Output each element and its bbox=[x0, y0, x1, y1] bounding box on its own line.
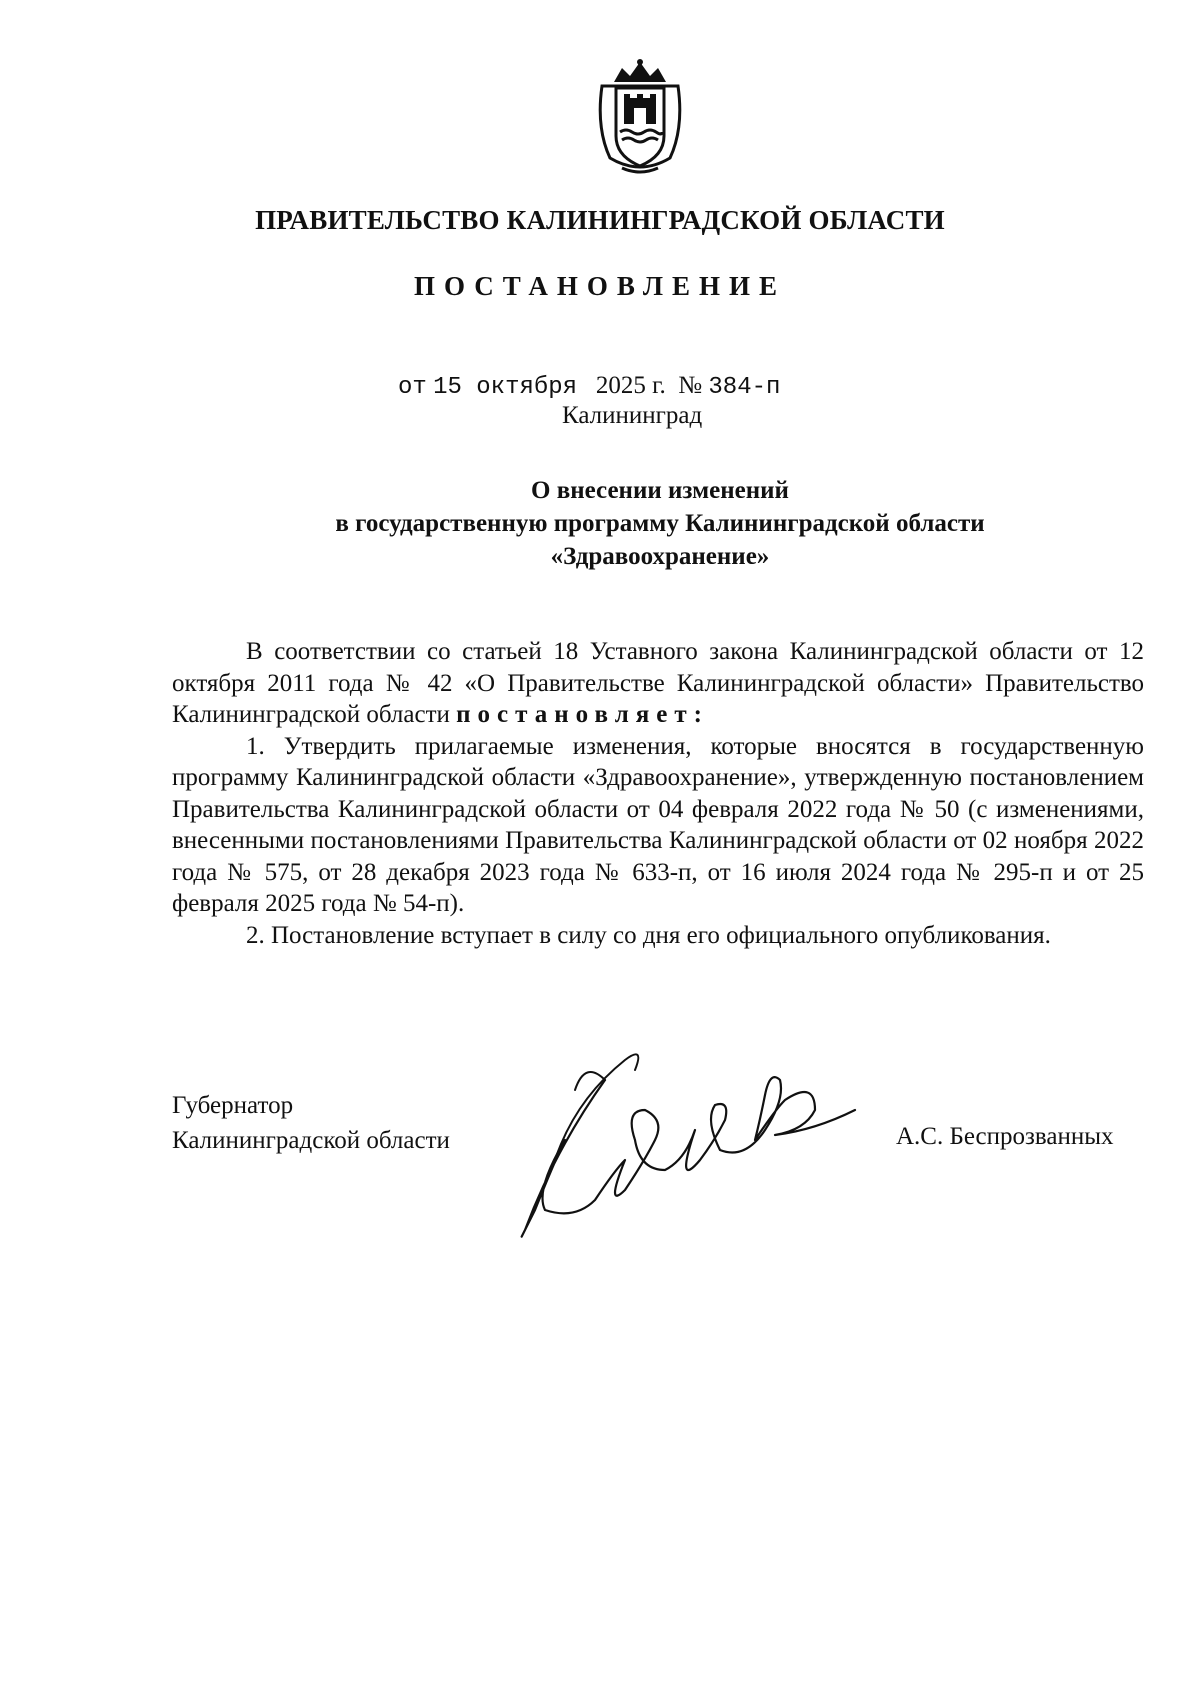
title-line-3: «Здравоохранение» bbox=[550, 543, 770, 570]
handwritten-signature bbox=[515, 1040, 875, 1250]
number-sign: № bbox=[678, 372, 703, 399]
date-year: 2025 г. bbox=[595, 372, 666, 399]
item-2-paragraph: 2. Постановление вступает в силу со дня его официального опубликования. bbox=[246, 921, 1051, 949]
signatory-position bbox=[172, 1088, 450, 1158]
date-day-month: 15 октября bbox=[433, 374, 578, 401]
coat-of-arms-icon bbox=[592, 58, 688, 178]
preamble-text: В соответствии со статьей 18 Уставного закона Калининградской области от 12 октября 2011 года № 42 «О Правительстве Калининградской области» Правительство Калининградской области bbox=[172, 638, 1144, 728]
date-number-line bbox=[398, 372, 780, 401]
title-line-1: О внесении изменений bbox=[531, 477, 789, 504]
document-number: 384-п bbox=[708, 374, 781, 401]
document-type: ПОСТАНОВЛЕНИЕ bbox=[413, 271, 787, 301]
position-line-2: Калининградской области bbox=[172, 1127, 450, 1154]
document-body bbox=[172, 636, 1144, 951]
date-prefix: от bbox=[398, 374, 427, 401]
position-line-1: Губернатор bbox=[172, 1092, 294, 1119]
resolves-word: постановляет: bbox=[456, 701, 709, 728]
preamble-paragraph bbox=[172, 636, 1144, 731]
document-title bbox=[260, 474, 1060, 573]
signatory-name: А.С. Беспрозванных bbox=[896, 1123, 1114, 1150]
organization-name: ПРАВИТЕЛЬСТВО КАЛИНИНГРАДСКОЙ ОБЛАСТИ bbox=[255, 205, 945, 235]
title-line-2: в государственную программу Калининградской области bbox=[335, 510, 985, 537]
item-1-paragraph: 1. Утвердить прилагаемые изменения, которые вносятся в государственную программу Калининградской области «Здравоохранение», утвержденную постановлением Правительства Калининградской области от 04 февраля 2022 года № 50 (с изменениями, внесенными постановлениями Правительства Калининградской области от 02 ноября 2022 года № 575, от 28 декабря 2023 года № 633-п, от 16 июля 2024 года № 295-п и от 25 февраля 2025 года № 54-п). bbox=[172, 732, 1144, 917]
city: Калининград bbox=[562, 402, 703, 429]
